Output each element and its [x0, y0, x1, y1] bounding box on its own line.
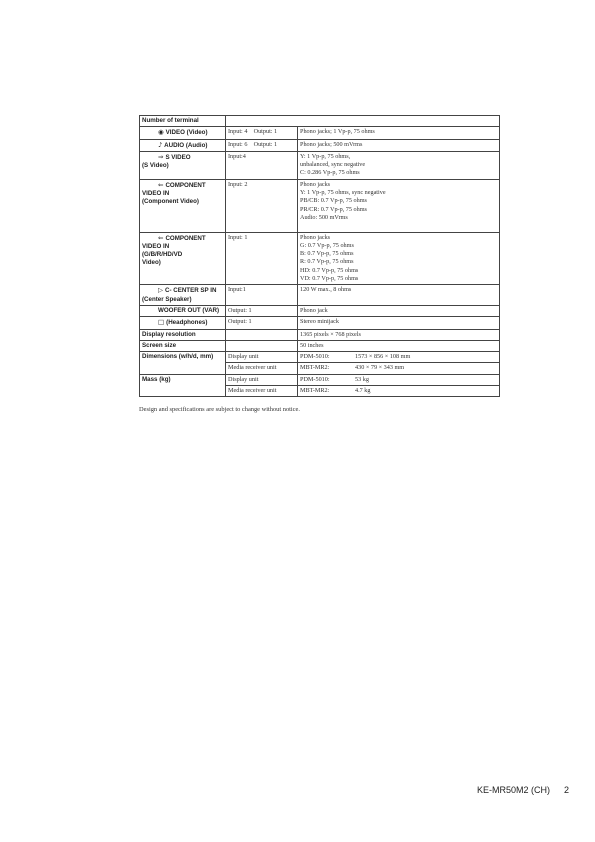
spec-line: B: 0.7 Vp-p, 75 ohms: [300, 250, 354, 258]
model-name: PDM-5010:: [300, 353, 330, 361]
spec-line: C: 0.286 Vp-p, 75 ohms: [300, 169, 360, 177]
video-jack-icon: ◉: [158, 128, 164, 137]
component-video-icon: ⇐: [158, 180, 164, 189]
table-row: [140, 139, 500, 151]
disclaimer-note: Design and specifications are subject to change without notice.: [139, 406, 300, 413]
table-row: [140, 352, 500, 363]
audio-label: AUDIO (Audio): [164, 141, 208, 149]
spec-line: Y: 1 Vp-p, 75 ohms,: [300, 152, 351, 160]
table-row: [140, 305, 500, 316]
headphones-spec: Stereo minijack: [298, 317, 500, 329]
svideo-io: Input:4: [226, 151, 298, 179]
headphones-io: Output: 1: [226, 317, 298, 329]
table-row: [140, 374, 500, 385]
audio-note-icon: ♪: [158, 140, 163, 149]
video-io: Input: 4 Output: 1: [226, 127, 298, 139]
number-of-terminal-heading: Number of terminal: [140, 116, 226, 127]
headphones-label: (Headphones): [166, 319, 208, 327]
mass-unit: Media receiver unit: [226, 386, 298, 397]
woofer-label: WOOFER OUT (VAR): [140, 305, 226, 316]
component2-io: Input: 1: [226, 232, 298, 285]
spec-line: PR/CR: 0.7 Vp-p, 75 ohms: [300, 205, 367, 213]
s-video-icon: ⇒: [158, 152, 164, 161]
dimensions-value: 1573 × 856 × 108 mm: [355, 353, 411, 361]
spec-line: R: 0.7 Vp-p, 75 ohms: [300, 258, 354, 266]
component-sublabel: Video): [142, 259, 161, 267]
display-resolution-label: Display resolution: [140, 329, 226, 340]
component-label: COMPONENT: [165, 181, 206, 189]
table-row: [140, 329, 500, 340]
spec-line: PB/CB: 0.7 Vp-p, 75 ohms: [300, 197, 367, 205]
component-sublabel: VIDEO IN: [142, 190, 170, 198]
center-sublabel: (Center Speaker): [142, 295, 192, 303]
speaker-icon: ▷: [158, 286, 163, 295]
spec-line: VD: 0.7 Vp-p, 75 ohms: [300, 275, 359, 283]
table-row: [140, 317, 500, 329]
component-sublabel: (Component Video): [142, 198, 199, 206]
video-spec: Phono jacks; 1 Vp-p, 75 ohms: [298, 127, 500, 139]
model-number: KE-MR50M2 (CH): [476, 785, 550, 795]
spec-line: unbalanced, sync negative: [300, 161, 366, 169]
spec-line: G: 0.7 Vp-p, 75 ohms: [300, 241, 354, 249]
woofer-spec: Phono jack: [298, 305, 500, 316]
center-io: Input:1: [226, 285, 298, 306]
table-row: [140, 116, 500, 127]
spec-line: Phono jacks: [300, 180, 331, 188]
table-row: [140, 232, 500, 285]
svideo-label: S VIDEO: [165, 153, 191, 161]
audio-spec: Phono jacks; 500 mVrms: [298, 139, 500, 151]
model-name: MBT-MR2:: [300, 364, 330, 372]
spec-line: Audio: 500 mVrms: [300, 213, 348, 221]
model-name: PDM-5010:: [300, 375, 330, 383]
center-label: C- CENTER SP IN: [165, 287, 217, 295]
specifications-table: [139, 115, 500, 397]
model-name: MBT-MR2:: [300, 387, 330, 395]
headphones-icon: □: [158, 318, 165, 327]
display-resolution-value: 1365 pixels × 768 pixels: [298, 329, 500, 340]
dimensions-unit: Media receiver unit: [226, 363, 298, 374]
component-video-icon: ⇐: [158, 233, 164, 242]
spec-line: Y: 1 Vp-p, 75 ohms, sync negative: [300, 189, 386, 197]
svideo-sublabel: (S Video): [142, 162, 169, 170]
spec-line: HD: 0.7 Vp-p, 75 ohms: [300, 266, 359, 274]
component1-io: Input: 2: [226, 179, 298, 232]
page-footer: [477, 785, 569, 795]
table-row: [140, 285, 500, 306]
table-row: [140, 340, 500, 351]
table-row: [140, 151, 500, 179]
component-label: COMPONENT: [165, 234, 206, 242]
center-spec: 120 W max., 8 ohms: [298, 285, 500, 306]
video-label: VIDEO (Video): [165, 129, 208, 137]
mass-value: 53 kg: [355, 375, 369, 383]
mass-label: Mass (kg): [140, 374, 226, 397]
component-sublabel: (G/B/R/HD/VD: [142, 251, 183, 259]
dimensions-unit: Display unit: [226, 352, 298, 363]
dimensions-value: 430 × 79 × 343 mm: [355, 364, 405, 372]
table-row: [140, 179, 500, 232]
dimensions-label: Dimensions (w/h/d, mm): [140, 352, 226, 375]
component-sublabel: VIDEO IN: [142, 242, 170, 250]
screen-size-label: Screen size: [140, 340, 226, 351]
mass-value: 4.7 kg: [355, 387, 371, 395]
page-number: 2: [563, 785, 569, 795]
spec-line: Phono jacks: [300, 233, 331, 241]
mass-unit: Display unit: [226, 374, 298, 385]
woofer-io: Output: 1: [226, 305, 298, 316]
screen-size-value: 50 inches: [298, 340, 500, 351]
table-row: [140, 127, 500, 139]
audio-io: Input: 6 Output: 1: [226, 139, 298, 151]
